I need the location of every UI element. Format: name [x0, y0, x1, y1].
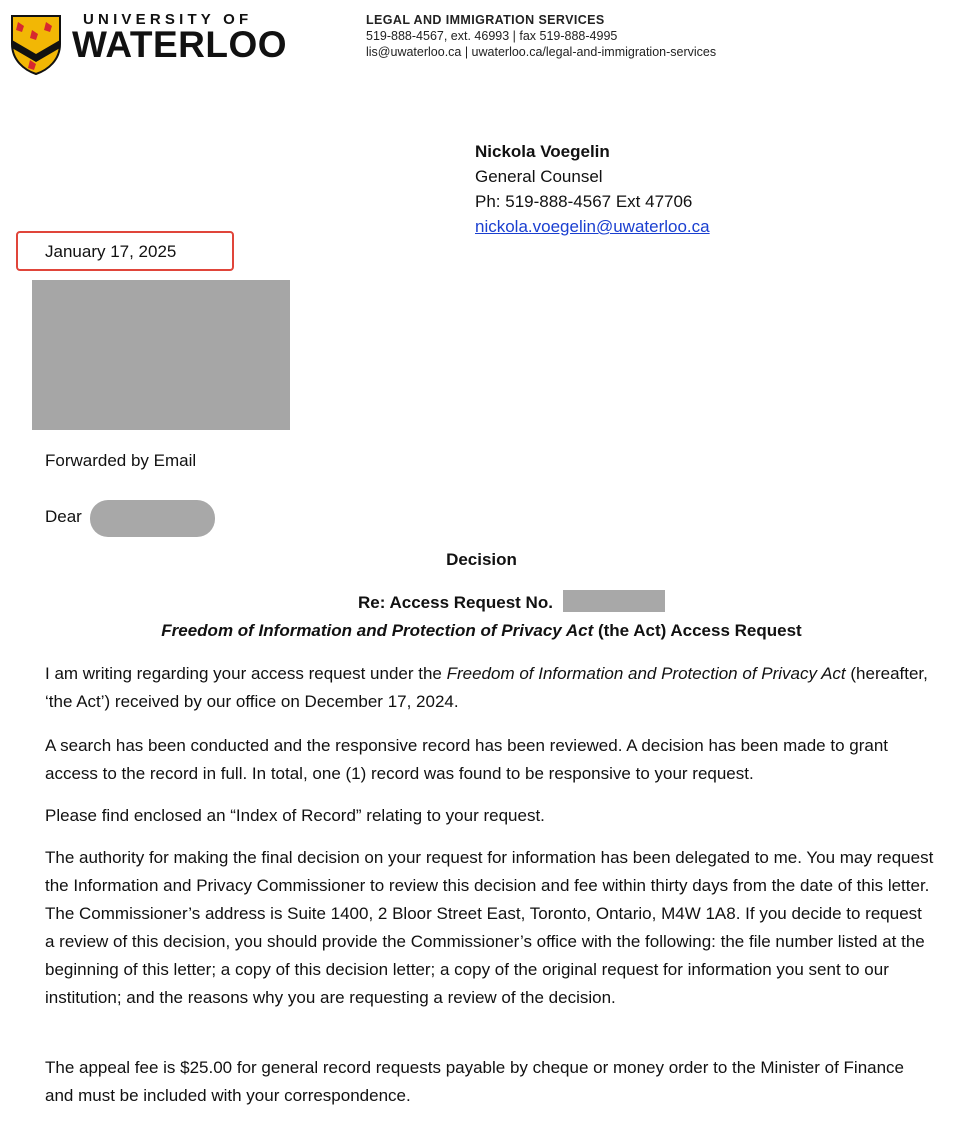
p1-text-b: (hereafter, ‘the Act’) received by our office on December 17, 2024.	[45, 664, 928, 711]
signatory-title: General Counsel	[475, 167, 603, 186]
redacted-recipient-address	[32, 280, 290, 430]
paragraph-appeal-fee: The appeal fee is $25.00 for general record requests payable by cheque or money order to the Minister of Finance and must be included with your correspondence.	[45, 1058, 905, 1105]
paragraph-search-decision: A search has been conducted and the responsive record has been reviewed. A decision has been made to grant access to the record in full. In total, one (1) record was found to be responsive to your request.	[45, 736, 889, 783]
p1-act-italic: Freedom of Information and Protection of Privacy Act	[446, 664, 846, 683]
department-name: LEGAL AND IMMIGRATION SERVICES	[366, 13, 605, 27]
p1-text-a: I am writing regarding your access request under the	[45, 664, 447, 683]
redacted-recipient-name	[90, 500, 215, 537]
signatory-block	[475, 139, 710, 239]
department-phone-fax: 519-888-4567, ext. 46993 | fax 519-888-4995	[366, 29, 618, 43]
delivery-method: Forwarded by Email	[45, 451, 197, 470]
signatory-phone: Ph: 519-888-4567 Ext 47706	[475, 192, 693, 211]
letter-date: January 17, 2025	[45, 242, 177, 261]
act-title-line	[0, 621, 963, 641]
paragraph-review-rights: The authority for making the final decision on your request for information has been delegated to me. You may request the Information and Privacy Commissioner to review this decision and fee within thirty days from the date of this letter. The Commissioner’s address is Suite 1400, 2 Bloor Street East, Toronto, Ontario, M4W 1A8. If you decide to request a review of this decision, you should provide the Commissioner’s office with the following: the file number listed at the beginning of this letter; a copy of this decision letter; a copy of the original request for information you sent to our institution; and the reasons why you are requesting a review of the decision.	[45, 848, 934, 1007]
signatory-email-link[interactable]: nickola.voegelin@uwaterloo.ca	[475, 217, 710, 236]
university-name-large: WATERLOO	[72, 24, 288, 65]
letter-heading: Decision	[446, 550, 517, 569]
act-title-italic: Freedom of Information and Protection of Privacy Act	[161, 621, 594, 640]
access-request-line: Re: Access Request No.	[358, 593, 553, 612]
university-crest-logo	[10, 14, 62, 76]
salutation: Dear	[45, 507, 82, 526]
signatory-name: Nickola Voegelin	[475, 142, 610, 161]
paragraph-request-received	[45, 660, 935, 716]
university-name-small: UNIVERSITY OF	[83, 11, 253, 28]
redacted-request-number	[563, 590, 665, 612]
act-title-rest: (the Act) Access Request	[593, 621, 802, 640]
paragraph-index-of-record: Please find enclosed an “Index of Record” relating to your request.	[45, 806, 545, 825]
department-contact-block	[366, 12, 716, 60]
department-email-web: lis@uwaterloo.ca | uwaterloo.ca/legal-and-immigration-services	[366, 45, 717, 59]
